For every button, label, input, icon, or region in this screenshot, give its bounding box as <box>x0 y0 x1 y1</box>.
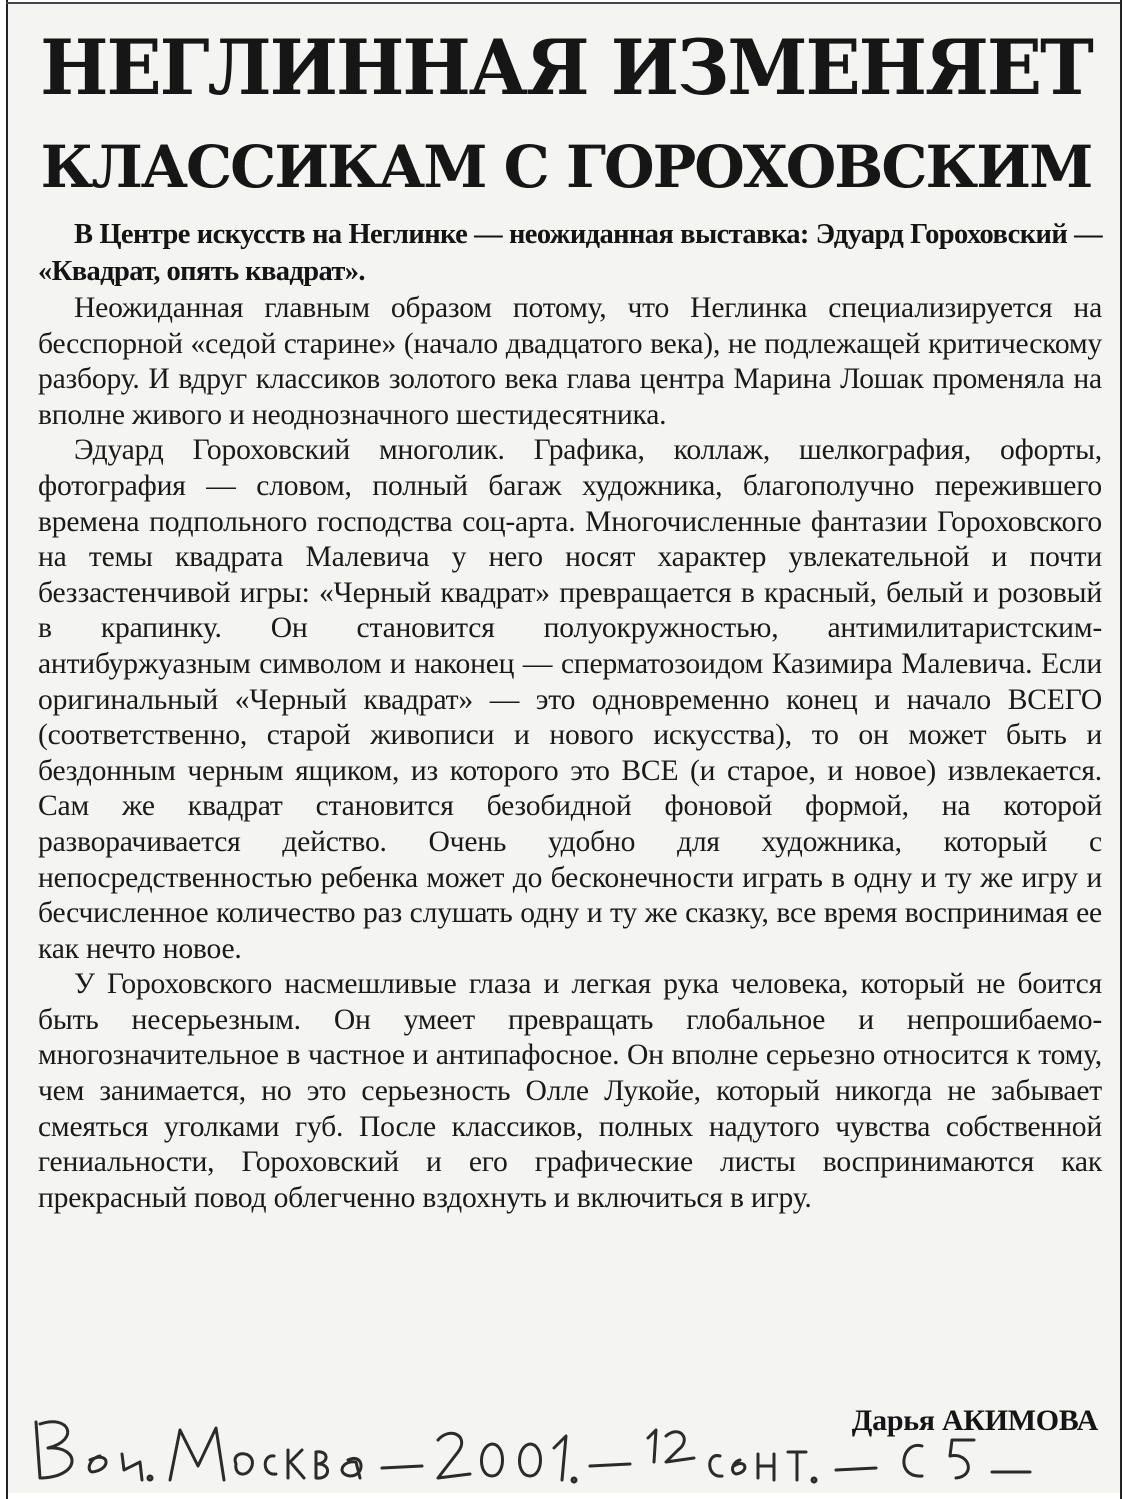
paragraph: У Гороховского насмешливые глаза и легкая рука человека, который не боится быть несерьезным. Он умеет превращать глобальное и непрошибаемо-многозначительное в частное и антипафосное. Он вполне серьезно относится к тому, чем занимается, но это серьезность Олле Лукойе, который никогда не забывает смеяться уголками губ. После классиков, полных надутого чувства собственной гениальности, Гороховский и его графические листы воспринимаются как прекрасный повод облегченно вздохнуть и включиться в игру. <box>38 968 1102 1214</box>
headline-word-izmenyaet: ИЗМЕНЯЕТ <box>610 23 1092 114</box>
clipping-border-left <box>6 0 8 1499</box>
lead-paragraph: В Центре искусств на Неглинке — неожиданная выставка: Эдуард Гороховский — «Квадрат, опять квадрат». <box>38 219 1102 287</box>
clipping-border-top <box>6 2 1120 4</box>
headline-line-1 <box>26 11 1106 127</box>
paragraph: Неожиданная главным образом потому, что Неглинка специализируется на бесспорной «седой старине» (начало двадцатого века), не подлежащей критическому разбору. И вдруг классиков золотого века глава центра Марина Лошак променяла на вполне живого и неоднозначного шестидесятника. <box>38 292 1102 431</box>
newspaper-clipping <box>6 4 1120 1493</box>
paragraph: Эдуард Гороховский многолик. Графика, коллаж, шелкография, офорты, фотография — словом, полный багаж художника, благополучно пережившего времена подпольного господства соц-арта. Многочисленные фантазии Гороховского на темы квадрата Малевича у него носят характер увлекательной и почти беззастенчивой игры: «Черный квадрат» превращается в красный, белый и розовый в крапинку. Он становится полуокружностью, антимилитаристским-антибуржуазным символом и наконец — сперматозоидом Казимира Малевича. Если оригинальный «Черный квадрат» — это одновременно конец и начало ВСЕГО (соответственно, старой живописи и нового искусства), то он может быть и бездонным черным ящиком, из которого это ВСЕ (и старое, и новое) извлекается. Сам же квадрат становится безобидной фоновой формой, на которой разворачивается действо. Очень удобно для художника, который с непосредственностью ребенка может до бесконечности играть в одну и ту же игру и бесчисленное количество раз слушать одну и ту же сказку, все время воспринимая ее как нечто новое. <box>38 434 1102 965</box>
author-byline: Дарья АКИМОВА <box>851 1404 1098 1437</box>
headline-word-klassikam: КЛАССИКАМ <box>40 133 486 201</box>
article-body <box>38 291 1102 1216</box>
headline-line-2 <box>26 122 1106 212</box>
headline-word-gorokhovskim: С ГОРОХОВСКИМ <box>503 133 1092 201</box>
headline-word-neglinnaya: НЕГЛИННАЯ <box>40 23 588 114</box>
clipping-border-right <box>1120 0 1122 1499</box>
